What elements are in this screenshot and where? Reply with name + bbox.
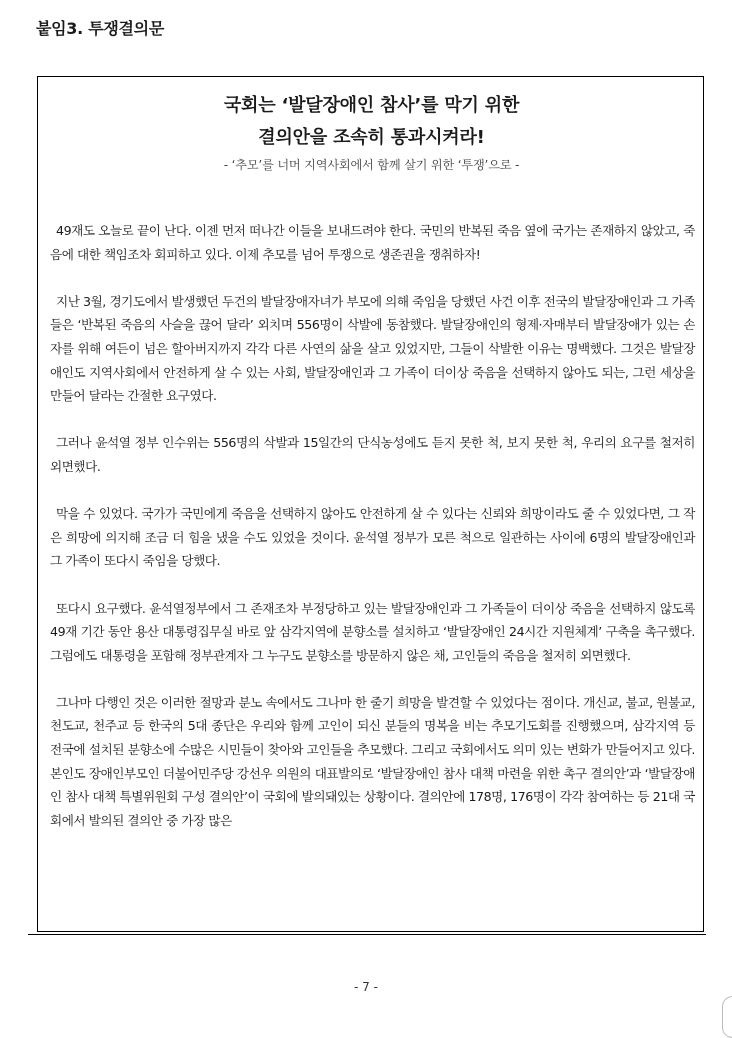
paragraph: 막을 수 있었다. 국가가 국민에게 죽음을 선택하지 않아도 안전하게 살 수 있다는 신뢰와 희망이라도 줄 수 있었다면, 그 작은 희망에 의지해 조금 더 힘을 냈을 수도 있었을 것이다. 윤석열 정부가 모른 척으로 일관하는 사이에 6명의 발달장애인과 그 가족이 또다시 죽임을 당했다. — [50, 506, 695, 569]
title-line-2: 결의안을 조속히 통과시켜라! — [258, 127, 485, 148]
resolution-frame — [37, 76, 704, 932]
paragraph: 그러나 윤석열 정부 인수위는 556명의 삭발과 15일간의 단식농성에도 듣지 못한 척, 보지 못한 척, 우리의 요구를 철저히 외면했다. — [50, 435, 695, 474]
title-line-1: 국회는 ‘발달장애인 참사’를 막기 위한 — [223, 95, 520, 116]
attachment-label: 붙임3. 투쟁결의문 — [36, 19, 164, 38]
page-number: - 7 - — [354, 980, 378, 994]
paragraph: 또다시 요구했다. 윤석열정부에서 그 존재조차 부정당하고 있는 발달장애인과 그 가족들이 더이상 죽음을 선택하지 않도록 49재 기간 동안 용산 대통령집무실 바로 앞 삼각지역에 분향소를 설치하고 ‘발달장애인 24시간 지원체계’ 구축을 촉구했다. 그럼에도 대통령을 포함해 정부관계자 그 누구도 분향소를 방문하지 않은 채, 고인들의 죽음을 철저히 외면했다. — [50, 600, 695, 663]
resolution-body — [50, 219, 695, 832]
paragraph: 지난 3월, 경기도에서 발생했던 두건의 발달장애자녀가 부모에 의해 죽임을 당했던 사건 이후 전국의 발달장애인과 그 가족들은 ‘반복된 죽음의 사슬을 끊어 달라’ 외치며 556명이 삭발에 동참했다. 발달장애인의 형제·자매부터 발달장애가 있는 손자를 위해 여든이 넘은 할아버지까지 각각 다른 사연의 삶을 살고 있었지만, 그들이 삭발한 이유는 명백했다. 그것은 발달장애인도 지역사회에서 안전하게 살 수 있는 사회, 발달장애인과 그 가족이 더이상 죽음을 선택하지 않아도 되는, 그런 세상을 만들어 달라는 간절한 요구였다. — [50, 293, 695, 404]
paragraph: 그나마 다행인 것은 이러한 절망과 분노 속에서도 그나마 한 줄기 희망을 발견할 수 있었다는 점이다. 개신교, 불교, 원불교, 천도교, 천주교 등 한국의 5대 종단은 우리와 함께 고인이 되신 분들의 명복을 비는 추모기도회를 진행했으며, 삼각지역 등 전국에 설치된 분향소에 수많은 시민들이 찾아와 고인들을 추모했다. 그리고 국회에서도 의미 있는 변화가 만들어지고 있다. 본인도 장애인부모인 더불어민주당 강선우 의원의 대표발의로 ‘발달장애인 참사 대책 마련을 위한 촉구 결의안’과 ‘발달장애인 참사 대책 특별위원회 구성 결의안’이 국회에 발의돼있는 상황이다. 결의안에 178명, 176명이 각각 참여하는 등 21대 국회에서 발의된 결의안 중 가장 많은 — [50, 694, 695, 828]
footer-divider — [28, 934, 706, 935]
page-curl-decoration — [722, 996, 732, 1038]
paragraph: 49재도 오늘로 끝이 난다. 이젠 먼저 떠나간 이들을 보내드려야 한다. 국민의 반복된 죽음 옆에 국가는 존재하지 않았고, 죽음에 대한 책임조차 회피하고 있다. 이제 추모를 넘어 투쟁으로 생존권을 쟁취하자! — [50, 223, 695, 262]
subtitle: - ‘추모’를 너머 지역사회에서 함께 살기 위한 ‘투쟁’으로 - — [223, 158, 520, 172]
